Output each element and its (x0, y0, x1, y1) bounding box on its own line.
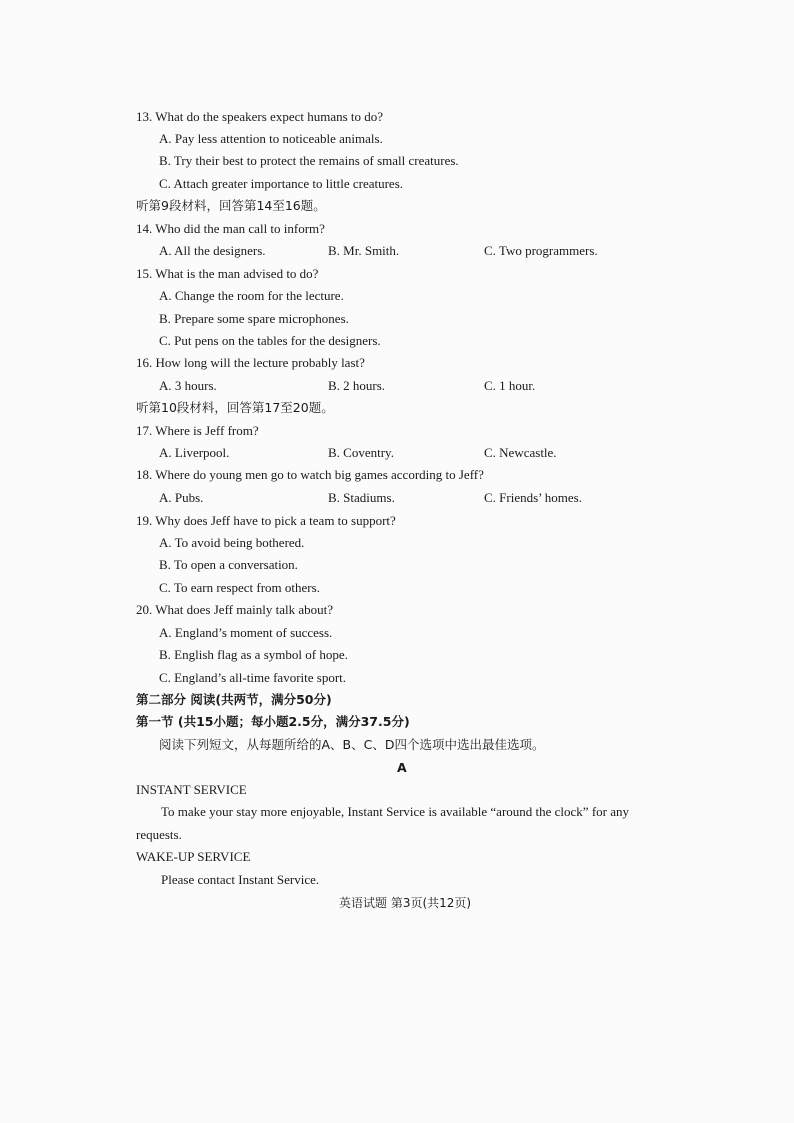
question-20-stem: 20. What does Jeff mainly talk about? (136, 602, 333, 617)
question-17-option-c: C. Newcastle. (484, 445, 557, 460)
question-18-stem: 18. Where do young men go to watch big games according to Jeff? (136, 467, 484, 482)
question-15-stem: 15. What is the man advised to do? (136, 266, 319, 281)
question-17-stem: 17. Where is Jeff from? (136, 423, 259, 438)
question-19-stem: 19. Why does Jeff have to pick a team to support? (136, 513, 396, 528)
part-2-title: 第二部分 阅读(共两节，满分50分) (136, 692, 332, 707)
passage-paragraph-1-line-2: requests. (136, 827, 182, 842)
page-footer: 英语试题 第3页(共12页) (339, 896, 472, 910)
question-16-option-c: C. 1 hour. (484, 378, 536, 393)
passage-letter: A (397, 760, 407, 775)
question-15-option-a: A. Change the room for the lecture. (159, 288, 344, 303)
question-19-option-c: C. To earn respect from others. (159, 580, 320, 595)
question-13-option-b: B. Try their best to protect the remains of small creatures. (159, 153, 459, 168)
question-20-option-a: A. England’s moment of success. (159, 625, 333, 640)
question-13-option-a: A. Pay less attention to noticeable animals. (159, 131, 383, 146)
question-19-option-b: B. To open a conversation. (159, 557, 298, 572)
question-18-option-b: B. Stadiums. (328, 490, 395, 505)
question-14-stem: 14. Who did the man call to inform? (136, 221, 325, 236)
passage-paragraph-2: Please contact Instant Service. (161, 872, 320, 887)
question-15-option-c: C. Put pens on the tables for the designers. (159, 333, 381, 348)
question-17-option-a: A. Liverpool. (159, 445, 230, 460)
reading-instruction: 阅读下列短文，从每题所给的A、B、C、D四个选项中选出最佳选项。 (159, 737, 545, 752)
section-10-instruction: 听第10段材料，回答第17至20题。 (136, 400, 334, 415)
question-16-option-b: B. 2 hours. (328, 378, 386, 393)
section-1-title: 第一节 (共15小题；每小题2.5分，满分37.5分) (136, 714, 410, 729)
question-17-option-b: B. Coventry. (328, 445, 394, 460)
question-18-option-a: A. Pubs. (159, 490, 204, 505)
question-14-option-a: A. All the designers. (159, 243, 266, 258)
question-15-option-b: B. Prepare some spare microphones. (159, 311, 349, 326)
question-14-option-b: B. Mr. Smith. (328, 243, 400, 258)
passage-heading-wake-up-service: WAKE-UP SERVICE (136, 849, 251, 864)
question-20-option-c: C. England’s all-time favorite sport. (159, 670, 347, 685)
passage-paragraph-1-line-1: To make your stay more enjoyable, Instant Service is available “around the clock” for any (161, 804, 629, 819)
question-20-option-b: B. English flag as a symbol of hope. (159, 647, 348, 662)
passage-heading-instant-service: INSTANT SERVICE (136, 782, 247, 797)
question-19-option-a: A. To avoid being bothered. (159, 535, 305, 550)
question-13-option-c: C. Attach greater importance to little creatures. (159, 176, 404, 191)
question-14-option-c: C. Two programmers. (484, 243, 598, 258)
question-16-stem: 16. How long will the lecture probably last? (136, 355, 365, 370)
question-16-option-a: A. 3 hours. (159, 378, 217, 393)
question-13-stem: 13. What do the speakers expect humans to do? (136, 109, 384, 124)
section-9-instruction: 听第9段材料，回答第14至16题。 (136, 198, 326, 213)
question-18-option-c: C. Friends’ homes. (484, 490, 582, 505)
